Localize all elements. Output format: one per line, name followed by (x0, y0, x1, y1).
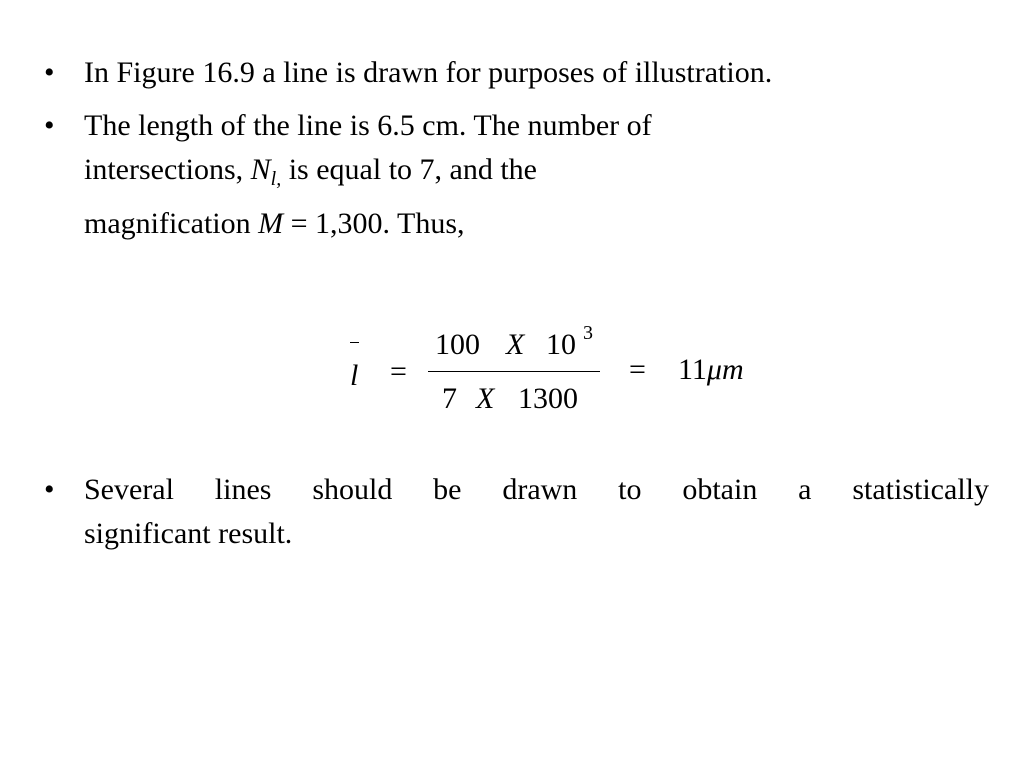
equation-equals-1: = (390, 355, 407, 388)
bullet-3-line-1: Several lines should be drawn to obtain a statistically (84, 473, 989, 506)
bullet-2-line-3-pre: magnification (84, 207, 259, 240)
denominator-7: 7 (442, 382, 457, 415)
bullet-dot: • (44, 473, 55, 506)
equation-equals-2: = (629, 353, 646, 386)
bullet-1-line-1: In Figure 16.9 a line is drawn for purposes of illustration. (84, 56, 773, 89)
numerator-10: 10 (546, 328, 576, 361)
subscript-l: l, (270, 168, 282, 190)
result-number: 11 (678, 353, 707, 386)
bullet-3-line-2: significant result. (84, 517, 293, 550)
equation-lhs (350, 361, 358, 391)
bullet-dot: • (44, 109, 55, 142)
denominator-x-symbol: X (476, 382, 495, 415)
bullet-2-line-1: The length of the line is 6.5 cm. The number of (84, 109, 652, 142)
bullet-2-line-2-pre: intersections, (84, 153, 251, 186)
numerator-exponent: 3 (583, 322, 593, 344)
denominator-1300: 1300 (518, 382, 578, 415)
bullet-2-line-2-post: is equal to 7, and the (281, 153, 537, 186)
variable-n: N (250, 153, 271, 186)
result-m: m (721, 353, 744, 386)
numerator-x (506, 330, 524, 360)
mean-bar (350, 342, 359, 343)
bullet-dot: • (44, 56, 55, 89)
numerator-100: 100 (435, 328, 480, 361)
equation-result (678, 355, 744, 385)
result-mu: μ (706, 353, 722, 386)
bullet-2-line-3-post: = 1,300. Thus, (283, 207, 465, 240)
fraction-bar (428, 371, 600, 372)
equation-lhs-symbol: l (350, 359, 359, 392)
numerator-x-symbol: X (506, 328, 525, 361)
denominator-x (476, 384, 494, 414)
variable-m: M (258, 207, 284, 240)
